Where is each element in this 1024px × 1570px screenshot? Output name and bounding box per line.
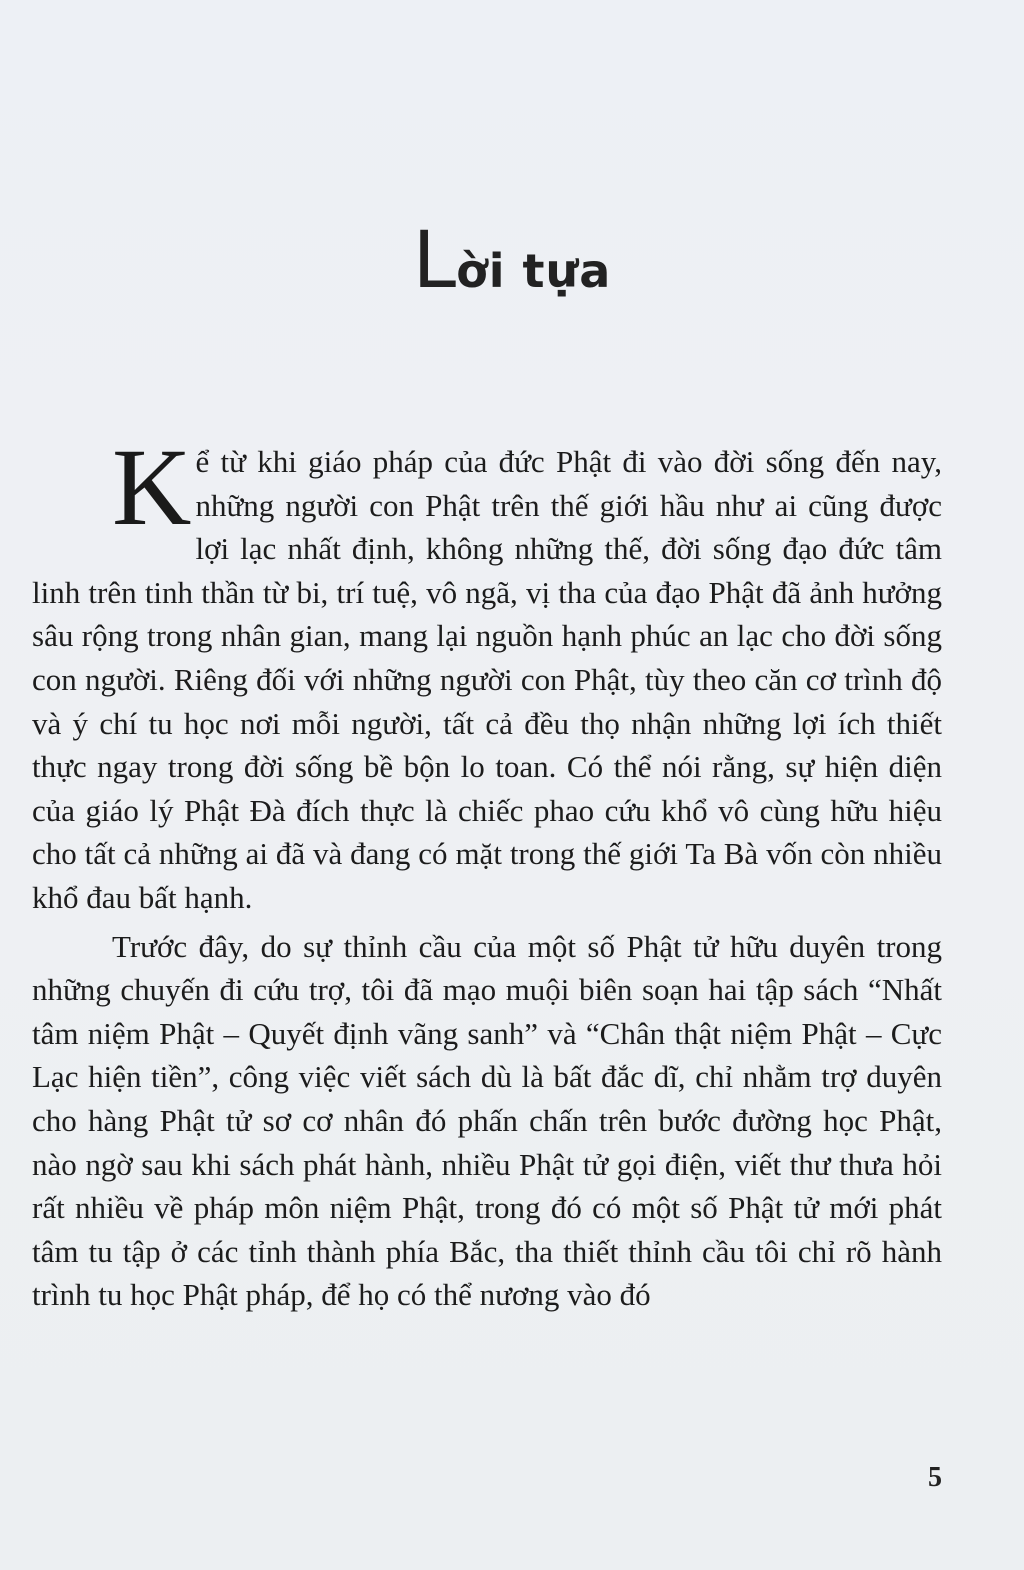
paragraph-1 — [32, 426, 942, 920]
page-number: 5 — [928, 1462, 942, 1493]
drop-cap: K — [112, 426, 192, 548]
paragraph-2-text: Trước đây, do sự thỉnh cầu của một số Phật tử hữu duyên trong những chuyến đi cứu trợ, tôi đã mạo muội biên soạn hai tập sách “Nhất tâm niệm Phật – Quyết định vãng sanh” và “Chân thật niệm Phật – Cực Lạc hiện tiền”, công việc viết sách dù là bất đắc dĩ, chỉ nhằm trợ duyên cho hàng Phật tử sơ cơ nhân đó phấn chấn trên bước đường học Phật, nào ngờ sau khi sách phát hành, nhiều Phật tử gọi điện, viết thư thưa hỏi rất nhiều về pháp môn niệm Phật, trong đó có một số Phật tử mới phát tâm tu tập ở các tỉnh thành phía Bắc, tha thiết thỉnh cầu tôi chỉ rõ hành trình tu học Phật pháp, để họ có thể nương vào đó — [32, 928, 942, 1313]
paragraph-1-text: ể từ khi giáo pháp của đức Phật đi vào đời sống đến nay, những người con Phật trên thế giới hầu như ai cũng được lợi lạc nhất định, không những thế, đời sống đạo đức tâm linh trên tinh thần từ bi, trí tuệ, vô ngã, vị tha của đạo Phật đã ảnh hưởng sâu rộng trong nhân gian, mang lại nguồn hạnh phúc an lạc cho đời sống con người. Riêng đối với những người con Phật, tùy theo căn cơ trình độ và ý chí tu học nơi mỗi người, tất cả đều thọ nhận những lợi ích thiết thực ngay trong đời sống bề bộn lo toan. Có thể nói rằng, sự hiện diện của giáo lý Phật Đà đích thực là chiếc phao cứu khổ vô cùng hữu hiệu cho tất cả những ai đã và đang có mặt trong thế giới Ta Bà vốn còn nhiều khổ đau bất hạnh. — [32, 444, 942, 915]
page-title — [0, 216, 1024, 306]
title-rest: ời tựa — [456, 244, 612, 298]
paragraph-2 — [32, 925, 942, 1317]
title-initial: L — [412, 216, 457, 306]
body-text — [32, 426, 942, 1317]
